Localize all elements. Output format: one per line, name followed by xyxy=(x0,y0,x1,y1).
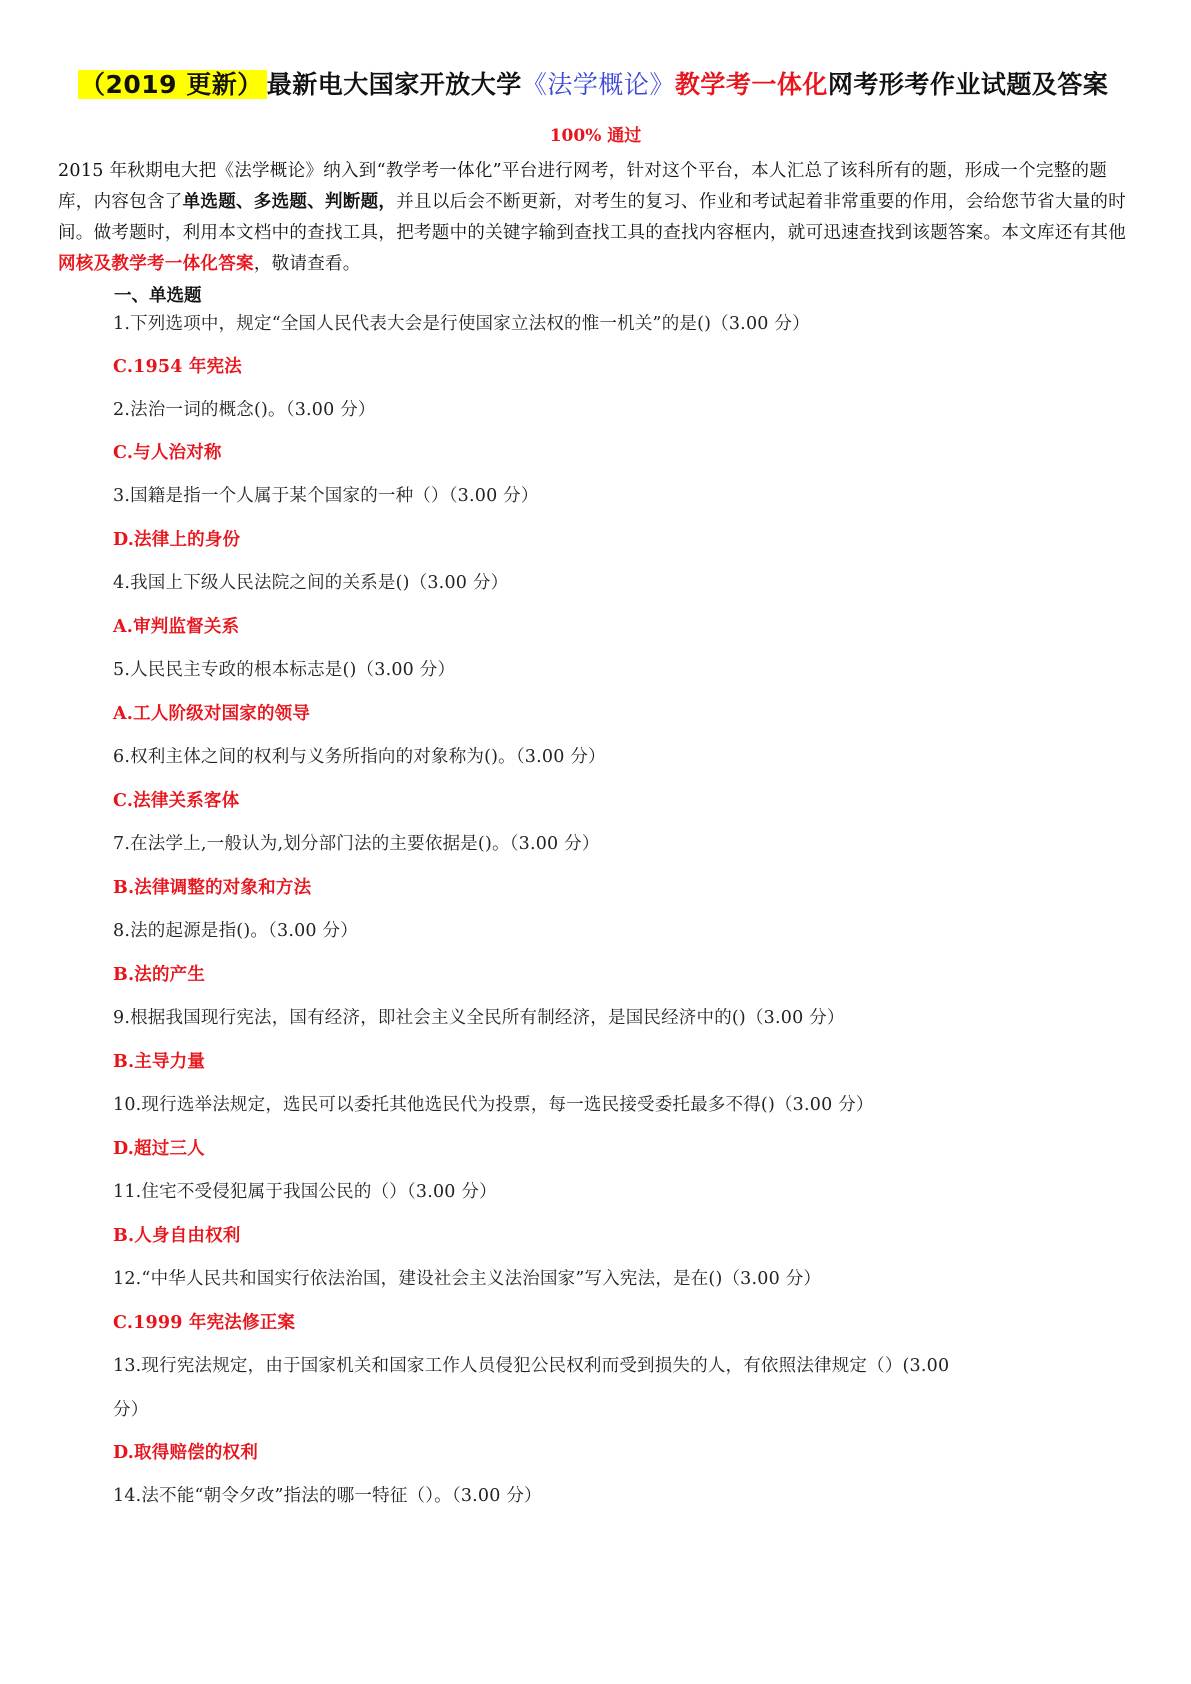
pass-rate-subtitle: 100% 通过 xyxy=(549,126,642,146)
answer-text: D.取得赔偿的权利 xyxy=(113,1443,258,1463)
question-text: 9.根据我国现行宪法，国有经济，即社会主义全民所有制经济，是国民经济中的()（3.00 分） xyxy=(113,1008,845,1028)
intro-paragraph xyxy=(58,156,1138,280)
answer-text: B.主导力量 xyxy=(113,1052,206,1072)
answer-text: C.1954 年宪法 xyxy=(113,357,243,377)
answer-text: A.工人阶级对国家的领导 xyxy=(113,704,311,724)
document-title xyxy=(78,58,1138,112)
question-text: 7.在法学上,一般认为,划分部门法的主要依据是()。（3.00 分） xyxy=(113,834,600,854)
answer-text: A.审判监督关系 xyxy=(113,617,240,637)
question-text: 2.法治一词的概念()。（3.00 分） xyxy=(113,400,376,420)
section-title: 一、单选题 xyxy=(114,286,202,306)
title-course-name: 《法学概论》 xyxy=(521,70,675,99)
answer-text: C.与人治对称 xyxy=(113,443,222,463)
question-text: 4.我国上下级人民法院之间的关系是()（3.00 分） xyxy=(113,573,509,593)
question-text: 12.“中华人民共和国实行依法治国，建设社会主义法治国家”写入宪法，是在()（3.00 分） xyxy=(113,1269,822,1289)
question-text: 13.现行宪法规定，由于国家机关和国家工作人员侵犯公民权利而受到损失的人，有依照法律规定（）(3.00 xyxy=(113,1356,950,1376)
question-text-continued: 分） xyxy=(113,1400,149,1420)
answer-text: B.法的产生 xyxy=(113,965,206,985)
intro-text-1: 2015 年秋期电大把《法学概论》纳入到“教学考一体化”平台进行网考，针对这个平台，本人汇总了该科所有的题，形成一个完整的题库，内容包含了 xyxy=(58,161,1108,212)
title-emphasis: 教学考一体化 xyxy=(674,70,828,99)
answer-text: C.1999 年宪法修正案 xyxy=(113,1313,296,1333)
question-text: 1.下列选项中，规定“全国人民代表大会是行使国家立法权的惟一机关”的是()（3.00 分） xyxy=(113,314,810,334)
intro-question-types: 单选题、多选题、判断题， xyxy=(182,192,397,212)
answer-text: D.法律上的身份 xyxy=(113,530,241,550)
title-part1: 最新电大国家开放大学 xyxy=(266,70,522,99)
question-text: 11.住宅不受侵犯属于我国公民的（）（3.00 分） xyxy=(113,1182,497,1202)
question-text: 14.法不能“朝令夕改”指法的哪一特征（）。（3.00 分） xyxy=(113,1486,542,1506)
question-text: 6.权利主体之间的权利与义务所指向的对象称为()。（3.00 分） xyxy=(113,747,606,767)
intro-other-answers: 网核及教学考一体化答案 xyxy=(58,254,254,274)
answer-text: B.人身自由权利 xyxy=(113,1226,241,1246)
answer-text: D.超过三人 xyxy=(113,1139,205,1159)
answer-text: C.法律关系客体 xyxy=(113,791,240,811)
title-part2: 网考形考作业试题及答案 xyxy=(827,70,1109,99)
question-text: 3.国籍是指一个人属于某个国家的一种（）（3.00 分） xyxy=(113,486,539,506)
title-update-highlight: （2019 更新） xyxy=(78,70,267,99)
answer-text: B.法律调整的对象和方法 xyxy=(113,878,312,898)
question-text: 10.现行选举法规定，选民可以委托其他选民代为投票，每一选民接受委托最多不得()（3.00 分） xyxy=(113,1095,874,1115)
intro-text-2: 并且以后会不断更新，对考生的复习、作业和考试起着非常重要的作用，会给您节省大量的时间。做考题时，利用本文档中的查找工具，把考题中的关键字输到查找工具的查找内容框内，就可迅速查找到该题答案。本文库还有其他 xyxy=(58,192,1127,243)
question-text: 8.法的起源是指()。（3.00 分） xyxy=(113,921,358,941)
intro-text-3: ，敬请查看。 xyxy=(253,254,361,274)
question-text: 5.人民民主专政的根本标志是()（3.00 分） xyxy=(113,660,456,680)
